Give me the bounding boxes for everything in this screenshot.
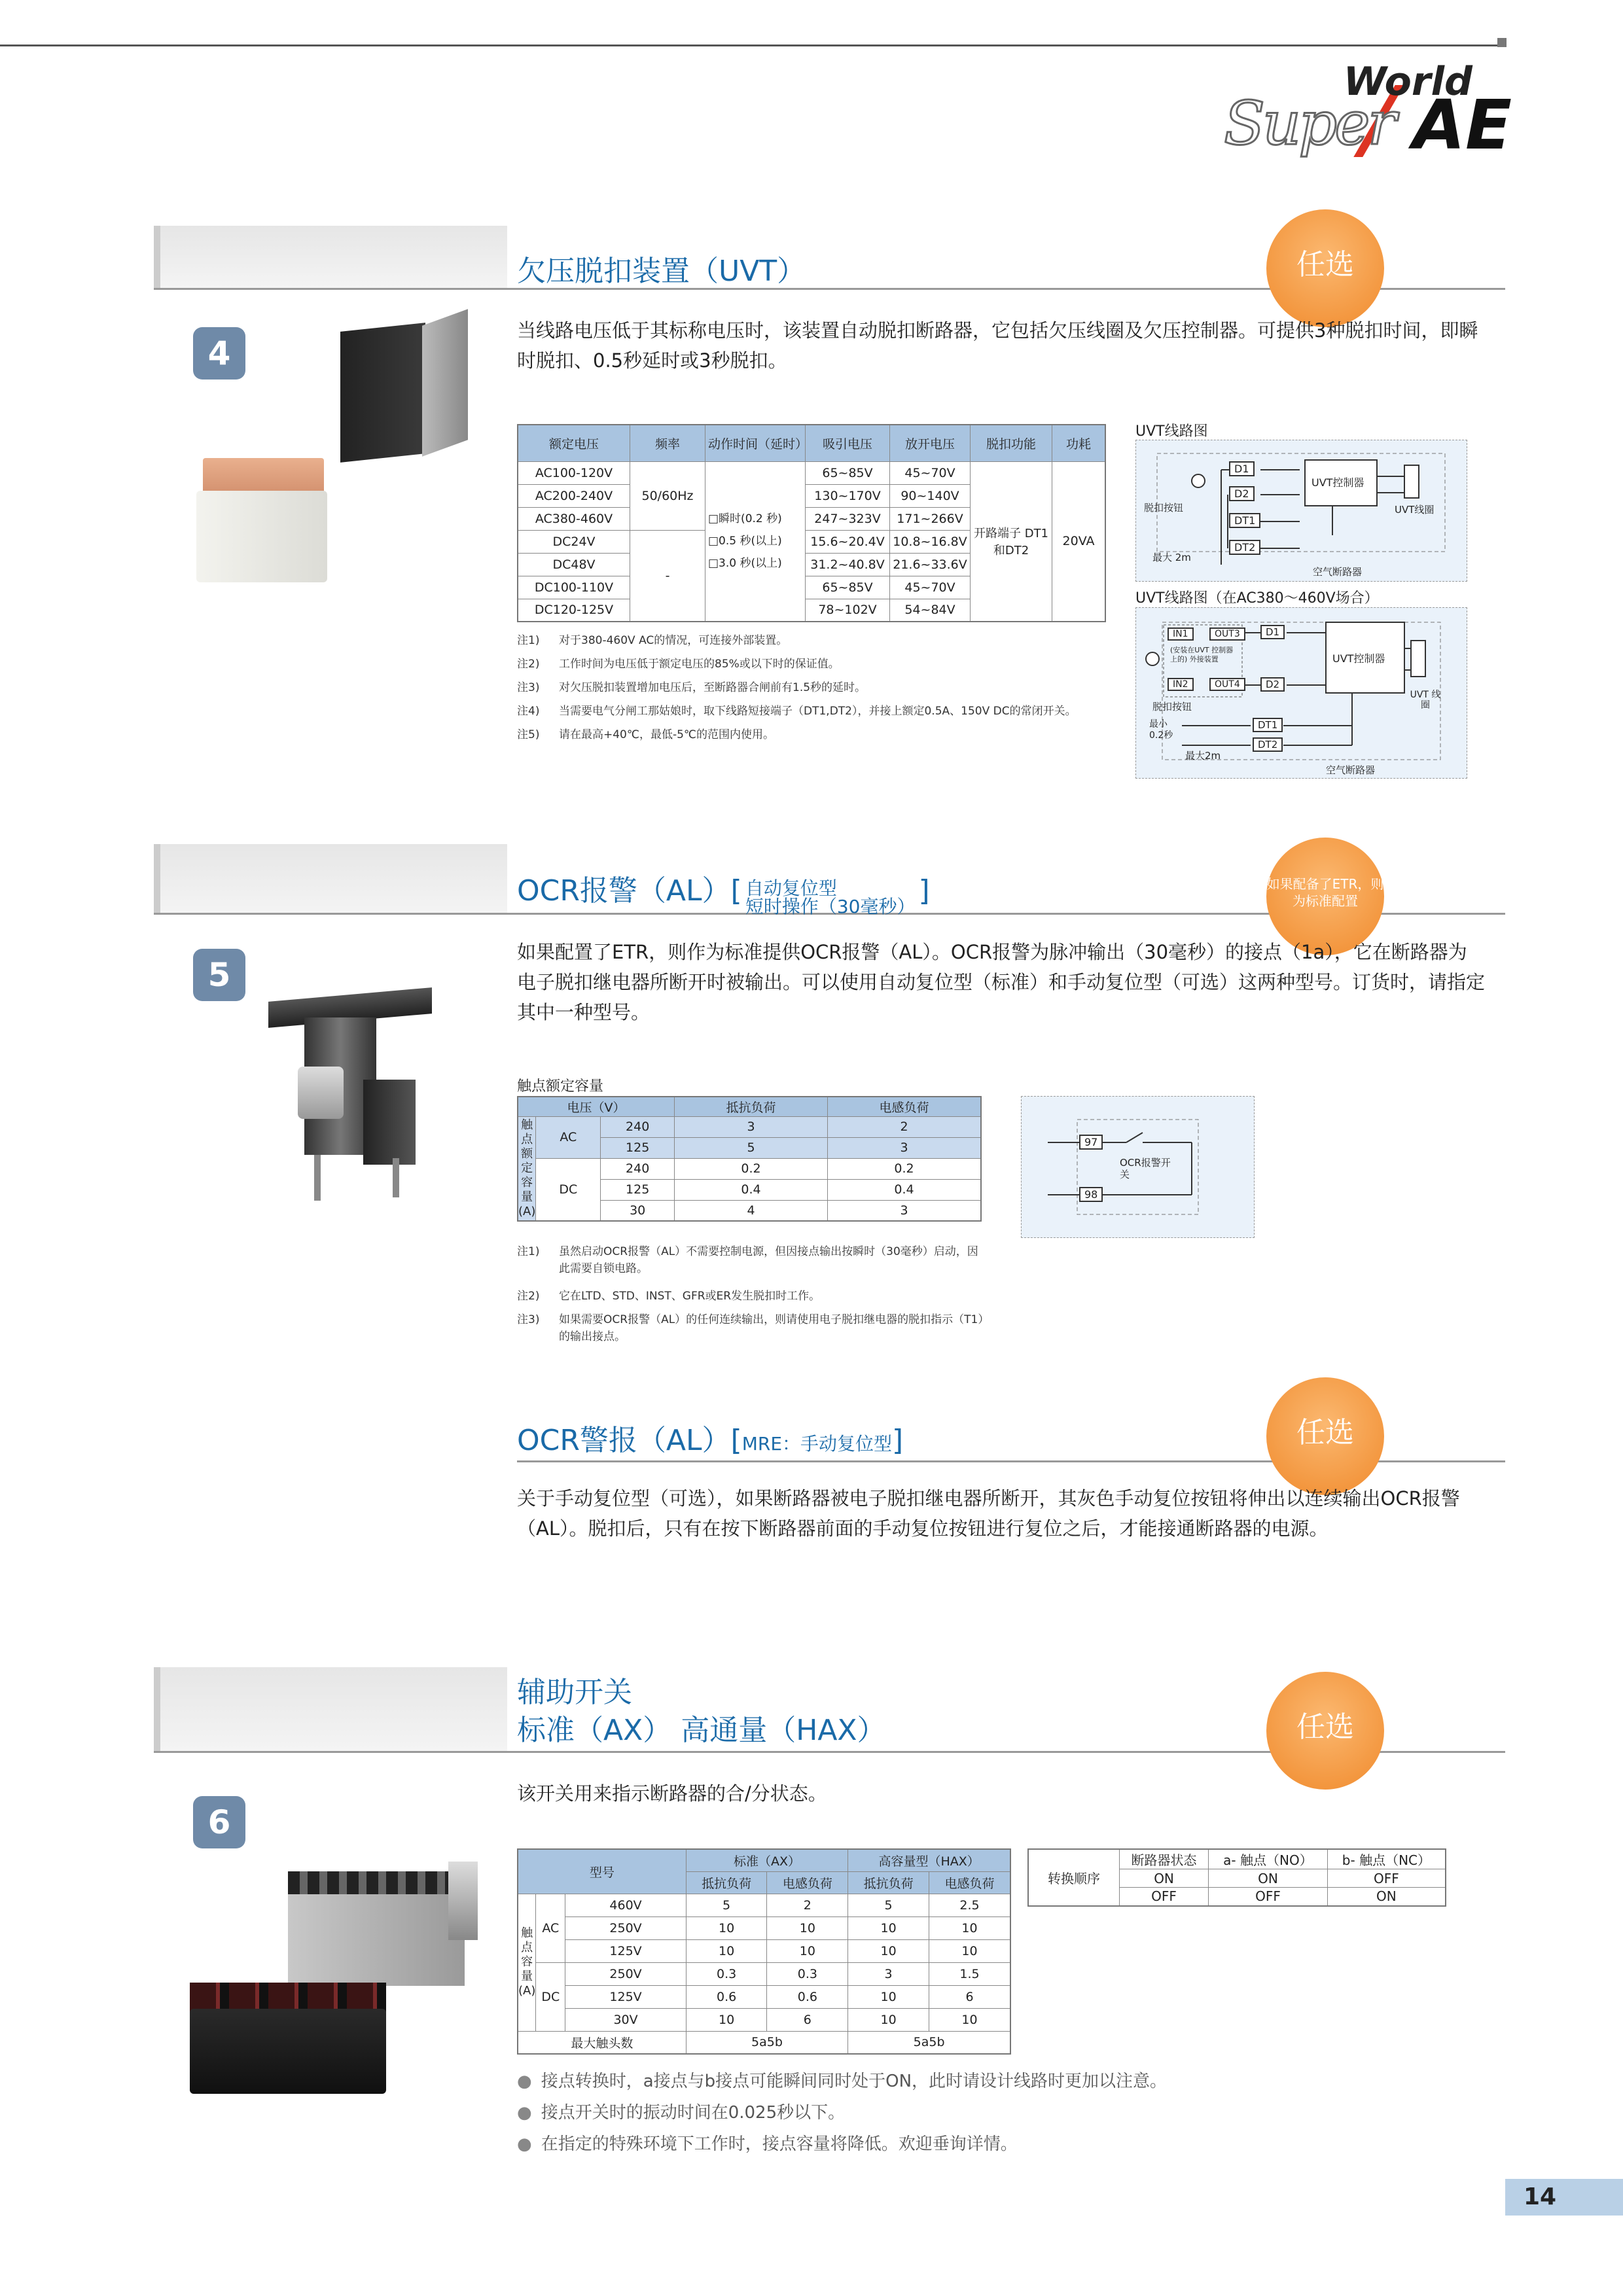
- header-square: [1497, 38, 1507, 47]
- aux-notes: [517, 2066, 1499, 2160]
- uvt-diagram-caption: UVT线路图: [1135, 423, 1208, 440]
- section-band: [154, 226, 507, 288]
- ocr-contact-table: 电压（V） 抵抗负荷 电感负荷 触点额定容量(A) AC 240 3 2 125 5 3 DC 240 0.2 0.2 125 0.4 0.4 30 4 3: [517, 1096, 982, 1222]
- ocr-alarm-photo: [265, 981, 435, 1204]
- uvt-controller-photo: [340, 317, 471, 458]
- page-number: 14: [1505, 2179, 1623, 2216]
- uvt-notes: 注1) 对于380-460V AC的情况，可连接外部装置。 注2) 工作时间为电压低于额定电压的85%或以下时的保证值。 注3) 对欠压脱扣装置增加电压后，至断路器合闸前有1.5秒的延时。 注4) 当需要电气分闸工那姑娘时，取下线路短接端子（DT1,DT2），并接上额定0.5A、150V DC的常闭开关。 注5) 请在最高+40℃，最低-5℃的范围内使用。: [517, 634, 1077, 741]
- uvt-spec-table: 额定电压 频率 动作时间（延时） 吸引电压 放开电压 脱扣功能 功耗 AC100-120V 50/60Hz □瞬时(0.2 秒) □0.5 秒(以上) □3.0 秒(以上) 65~85V 45~70V 开路端子 DT1和DT2 20VA AC200-240V 130~170V 90~140V AC380-460V 247~323V 171~266V DC24V - 15.6~20.4V 10.8~16.8V DC48V 31.2~40.8V 21.6~33.6V DC100-110V 65~85V 45~70V DC120-125V 78~102V 54~84V: [517, 424, 1106, 622]
- aux-contact-table: 型号 标准（AX） 高容量型（HAX） 抵抗负荷 电感负荷 抵抗负荷 电感负荷 触点容量(A) AC 460V 5 2 5 2.5 250V 10 10 10 10 125V 10 10 10 10 DC 250V 0.3 0.3 3 1.5 125V 0.6 0.6 10 6 30V 10 6 10 10 最大触头数 5a5b 5a5b: [517, 1848, 1011, 2055]
- header-rule: [0, 44, 1505, 46]
- aux-switch-photo: [288, 1858, 478, 1989]
- switching-sequence-table: 转换顺序 断路器状态 a- 触点（NO） b- 触点（NC） ON ON OFF OFF OFF ON: [1027, 1848, 1446, 1907]
- section-band: [154, 1667, 507, 1751]
- ocr-description: 如果配置了ETR，则作为标准提供OCR报警（AL）。OCR报警为脉冲输出（30毫秒）的接点（1a），它在断路器为电子脱扣继电器所断开时被输出。可以使用自动复位型（标准）和手动复位型（可选）这两种型号。订货时，请指定其中一种型号。: [517, 941, 1486, 1023]
- ocr-notes: 注1) 虽然启动OCR报警（AL）不需要控制电源，但因接点输出按瞬时（30毫秒）启动，因此需要自锁电路。 注2) 它在LTD、STD、INST、GFR或ER发生脱扣时工作。 注3) 如果需要OCR报警（AL）的任何连续输出，则请使用电子脱扣继电器的脱扣指示（T1）的输出接点。: [517, 1245, 984, 1343]
- optional-badge: 任选: [1266, 1377, 1384, 1495]
- optional-badge: 任选: [1266, 1672, 1384, 1790]
- uvt-title: 欠压脱扣装置（UVT）: [517, 255, 806, 288]
- list-item: ● 接点开关时的振动时间在0.025秒以下。: [517, 2097, 1499, 2128]
- uvt-wiring-diagram-380v: IN1 OUT3 IN2 OUT4 D1 D2 DT1 DT2 (安装在UVT 控制器上的) 外接装置 UVT控制器 UVT 线圈 脱扣按钮 最小 0.2秒 最大2m 空气断路器: [1135, 607, 1467, 779]
- ocr-alarm-diagram: 97 98 OCR报警开关: [1021, 1096, 1255, 1238]
- uvt-description: 当线路电压低于其标称电压时，该装置自动脱扣断路器，它包括欠压线圈及欠压控制器。可提供3种脱扣时间，即瞬时脱扣、0.5秒延时或3秒脱扣。: [517, 319, 1478, 372]
- aux-description: 该开关用来指示断路器的合/分状态。: [517, 1782, 827, 1805]
- optional-badge: 任选: [1266, 209, 1384, 327]
- brand-logo: World Super AE: [1224, 59, 1512, 165]
- uvt-coil-photo: [196, 458, 327, 582]
- section-band: [154, 844, 507, 913]
- aux-title: 辅助开关 标准（AX） 高通量（HAX）: [517, 1676, 886, 1747]
- section-number: 4: [193, 327, 245, 380]
- ocr-manual-description: 关于手动复位型（可选），如果断路器被电子脱扣继电器所断开，其灰色手动复位按钮将伸出以连续输出OCR报警（AL）。脱扣后，只有在按下断路器前面的手动复位按钮进行复位之后，才能接通断路器的电源。: [517, 1487, 1460, 1540]
- list-item: ● 接点转换时，a接点与b接点可能瞬间同时处于ON，此时请设计线路时更加以注意。: [517, 2066, 1499, 2097]
- section-number: 6: [193, 1796, 245, 1848]
- hax-switch-photo: [190, 1983, 393, 2100]
- uvt-wiring-diagram: D1 D2 DT1 DT2 UVT控制器 UVT线圈 脱扣按钮 最大 2m 空气断路器: [1135, 440, 1467, 582]
- ocr-table-caption: 触点额定容量: [517, 1078, 604, 1095]
- etr-standard-badge: 如果配备了ETR，则为标准配置: [1266, 838, 1384, 955]
- ocr-title: OCR报警（AL）[ 自动复位型 短时操作（30毫秒） ]: [517, 874, 930, 917]
- ocr-manual-title: OCR警报（AL）[MRE：手动复位型]: [517, 1424, 904, 1457]
- section-number: 5: [193, 949, 245, 1001]
- list-item: ● 在指定的特殊环境下工作时，接点容量将降低。欢迎垂询详情。: [517, 2128, 1499, 2160]
- uvt-diagram2-caption: UVT线路图（在AC380～460V场合）: [1135, 590, 1379, 607]
